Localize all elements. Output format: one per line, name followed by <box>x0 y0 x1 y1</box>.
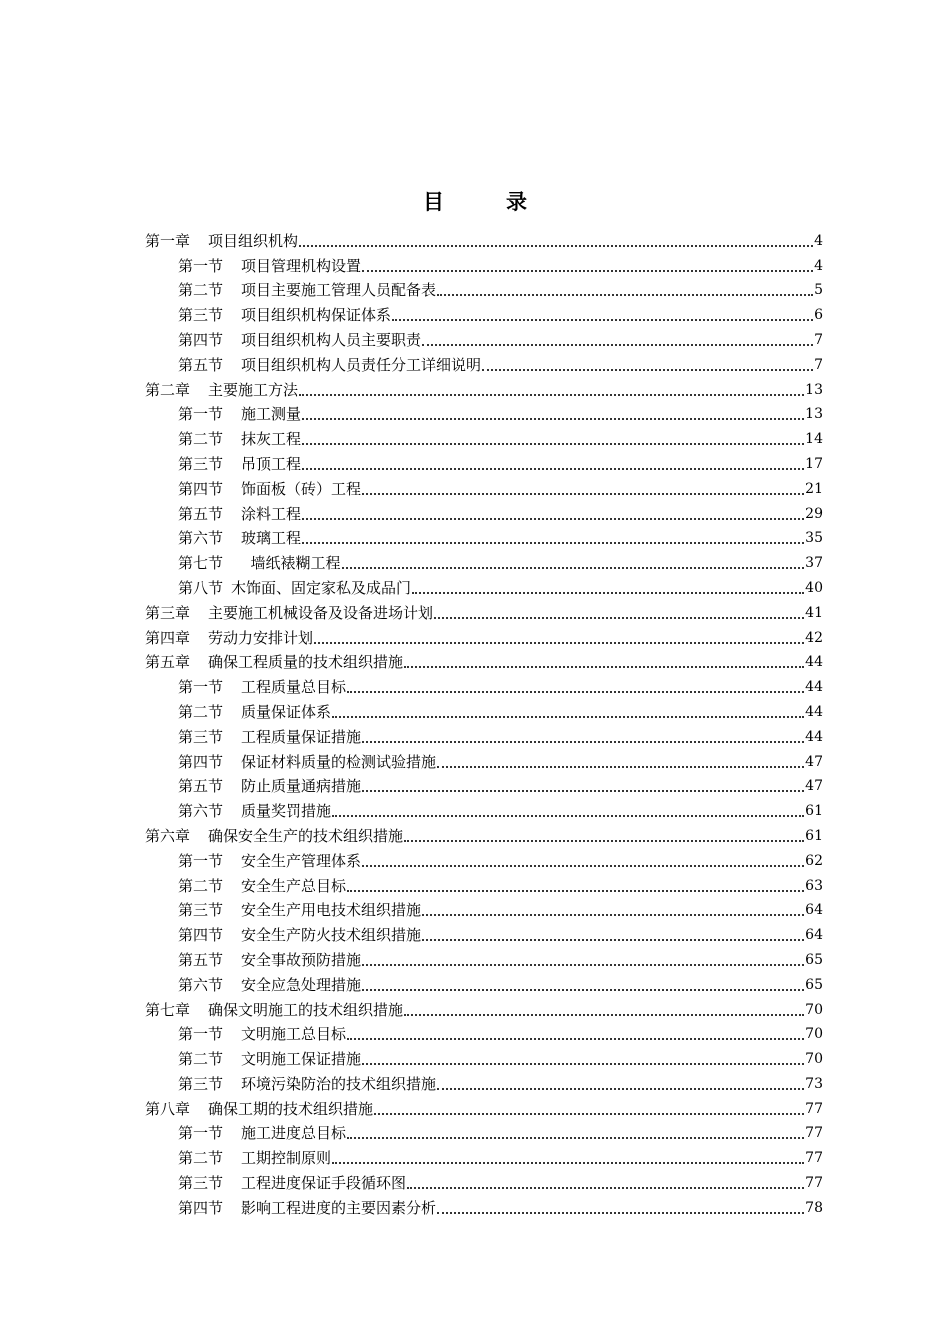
toc-entry-text: 劳动力安排计划 <box>208 628 314 647</box>
toc-entry-label <box>145 629 313 647</box>
toc-entry-number: 第二节 <box>178 702 224 721</box>
toc-entry-label <box>178 703 331 721</box>
toc-entry-label <box>178 1199 436 1217</box>
toc-entry-text: 安全生产管理体系 <box>241 851 362 870</box>
toc-entry-label <box>145 1100 373 1118</box>
toc-entry-text: 安全生产用电技术组织措施 <box>241 901 422 920</box>
toc-entry-label <box>178 1149 331 1167</box>
toc-section-entry <box>145 1118 823 1143</box>
toc-section-entry <box>145 275 823 300</box>
toc-entry-number: 第一节 <box>178 1124 224 1143</box>
toc-dot-leader <box>302 418 804 420</box>
toc-entry-label <box>178 877 346 895</box>
toc-chapter-entry <box>145 647 823 672</box>
toc-section-entry <box>145 299 823 324</box>
toc-section-entry <box>145 1043 823 1068</box>
toc-section-entry <box>145 696 823 721</box>
toc-section-entry <box>145 547 823 572</box>
toc-section-entry <box>145 250 823 275</box>
toc-dot-leader <box>437 1212 804 1214</box>
toc-dot-leader <box>332 1162 804 1164</box>
toc-entry-number: 第五节 <box>178 777 224 796</box>
toc-entry-label <box>178 281 436 299</box>
toc-section-entry <box>145 671 823 696</box>
toc-entry-label <box>178 926 421 944</box>
toc-page-number: 14 <box>805 431 823 448</box>
toc-page-number: 64 <box>805 902 823 919</box>
toc-page-number: 65 <box>805 951 823 968</box>
toc-page-number: 42 <box>805 629 823 646</box>
toc-entry-text: 墙纸裱糊工程 <box>241 554 341 573</box>
toc-entry-label <box>178 257 361 275</box>
toc-entry-number: 第三节 <box>178 1174 224 1193</box>
toc-page-number: 62 <box>805 852 823 869</box>
toc-entry-text: 安全事故预防措施 <box>241 950 362 969</box>
toc-entry-label <box>178 579 411 597</box>
toc-page-number: 47 <box>805 753 823 770</box>
toc-dot-leader <box>482 369 813 371</box>
toc-entry-number: 第四节 <box>178 479 224 498</box>
table-of-contents <box>145 225 823 1217</box>
toc-page-number: 77 <box>805 1100 823 1117</box>
toc-section-entry <box>145 399 823 424</box>
toc-dot-leader <box>347 1137 804 1139</box>
toc-entry-number: 第四节 <box>178 926 224 945</box>
toc-entry-text: 工程质量保证措施 <box>241 727 362 746</box>
toc-entry-text: 工期控制原则 <box>241 1149 332 1168</box>
toc-entry-label <box>178 430 301 448</box>
toc-entry-text: 确保文明施工的技术组织措施 <box>208 1000 404 1019</box>
toc-entry-label <box>178 505 301 523</box>
toc-entry-text: 安全生产防火技术组织措施 <box>241 926 422 945</box>
toc-entry-text: 确保工期的技术组织措施 <box>208 1099 374 1118</box>
toc-chapter-entry <box>145 225 823 250</box>
toc-section-entry <box>145 572 823 597</box>
toc-entry-label <box>178 1050 361 1068</box>
toc-page-number: 29 <box>805 505 823 522</box>
toc-entry-label <box>145 1001 403 1019</box>
toc-dot-leader <box>299 394 804 396</box>
toc-section-entry <box>145 1068 823 1093</box>
toc-entry-text: 安全生产总目标 <box>241 876 347 895</box>
toc-entry-text: 质量保证体系 <box>241 702 332 721</box>
toc-entry-text: 项目组织机构人员主要职责 <box>241 330 422 349</box>
toc-section-entry <box>145 1019 823 1044</box>
toc-page-number: 21 <box>805 480 823 497</box>
toc-section-entry <box>145 944 823 969</box>
toc-title-left: 目 <box>423 189 444 214</box>
toc-entry-number: 第六节 <box>178 975 224 994</box>
toc-page-number: 70 <box>805 1051 823 1068</box>
toc-page-number: 37 <box>805 555 823 572</box>
toc-dot-leader <box>362 493 804 495</box>
toc-entry-label <box>145 653 403 671</box>
toc-page-number: 78 <box>805 1199 823 1216</box>
toc-page-number: 47 <box>805 778 823 795</box>
toc-dot-leader <box>302 518 804 520</box>
toc-dot-leader <box>437 294 813 296</box>
toc-page-number: 6 <box>814 307 823 324</box>
toc-entry-number: 第二节 <box>178 876 224 895</box>
toc-entry-label <box>178 331 421 349</box>
toc-dot-leader <box>422 914 804 916</box>
toc-section-entry <box>145 795 823 820</box>
toc-page-number: 44 <box>805 654 823 671</box>
toc-dot-leader <box>392 319 813 321</box>
toc-entry-label <box>178 1075 436 1093</box>
toc-entry-number: 第五节 <box>178 950 224 969</box>
toc-entry-label <box>178 852 361 870</box>
toc-entry-label <box>178 976 361 994</box>
toc-dot-leader <box>362 741 804 743</box>
toc-dot-leader <box>362 989 804 991</box>
toc-dot-leader <box>362 1063 804 1065</box>
toc-entry-number: 第三节 <box>178 901 224 920</box>
toc-entry-text: 环境污染防治的技术组织措施 <box>241 1074 437 1093</box>
toc-page-number: 7 <box>814 331 823 348</box>
toc-page-number: 7 <box>814 356 823 373</box>
toc-section-entry <box>145 919 823 944</box>
toc-page-number: 4 <box>814 232 823 249</box>
toc-entry-label <box>178 356 481 374</box>
toc-entry-number: 第二节 <box>178 1050 224 1069</box>
toc-page-number: 65 <box>805 976 823 993</box>
toc-entry-text: 项目管理机构设置 <box>241 256 362 275</box>
toc-dot-leader <box>342 567 805 569</box>
toc-entry-number: 第七章 <box>145 1000 191 1019</box>
toc-entry-number: 第六节 <box>178 529 224 548</box>
toc-entry-number: 第一节 <box>178 405 224 424</box>
toc-entry-text: 文明施工总目标 <box>241 1025 347 1044</box>
toc-dot-leader <box>362 790 804 792</box>
toc-page-number: 35 <box>805 530 823 547</box>
toc-entry-text: 文明施工保证措施 <box>241 1050 362 1069</box>
toc-chapter-entry <box>145 374 823 399</box>
toc-page-number: 73 <box>805 1075 823 1092</box>
toc-dot-leader <box>422 939 804 941</box>
toc-dot-leader <box>362 964 804 966</box>
toc-entry-number: 第五节 <box>178 355 224 374</box>
toc-entry-text: 涂料工程 <box>241 504 302 523</box>
toc-entry-number: 第三节 <box>178 727 224 746</box>
toc-section-entry <box>145 498 823 523</box>
toc-entry-number: 第三节 <box>178 454 224 473</box>
toc-dot-leader <box>437 766 804 768</box>
toc-section-entry <box>145 969 823 994</box>
toc-page-number: 64 <box>805 927 823 944</box>
toc-dot-leader <box>314 642 804 644</box>
toc-entry-text: 确保安全生产的技术组织措施 <box>208 826 404 845</box>
toc-entry-text: 主要施工方法 <box>208 380 299 399</box>
toc-section-entry <box>145 423 823 448</box>
toc-entry-text: 保证材料质量的检测试验措施 <box>241 752 437 771</box>
toc-entry-number: 第四节 <box>178 752 224 771</box>
toc-page-number: 5 <box>814 282 823 299</box>
toc-entry-text: 木饰面、固定家私及成品门 <box>231 578 412 597</box>
toc-page-number: 13 <box>805 381 823 398</box>
toc-entry-text: 抹灰工程 <box>241 430 302 449</box>
toc-dot-leader <box>332 815 804 817</box>
toc-page-number: 61 <box>805 803 823 820</box>
toc-entry-number: 第一节 <box>178 678 224 697</box>
toc-entry-label <box>178 480 361 498</box>
toc-entry-number: 第三节 <box>178 306 224 325</box>
toc-entry-text: 项目主要施工管理人员配备表 <box>241 281 437 300</box>
toc-section-entry <box>145 1192 823 1217</box>
toc-dot-leader <box>374 1113 804 1115</box>
toc-page-number: 17 <box>805 455 823 472</box>
toc-entry-number: 第一章 <box>145 231 191 250</box>
toc-page-number: 70 <box>805 1026 823 1043</box>
toc-entry-label <box>178 529 301 547</box>
toc-entry-label <box>178 777 361 795</box>
toc-entry-number: 第二章 <box>145 380 191 399</box>
toc-section-entry <box>145 349 823 374</box>
toc-page-number: 41 <box>805 604 823 621</box>
toc-entry-number: 第八节 <box>178 578 224 597</box>
toc-entry-text: 防止质量通病措施 <box>241 777 362 796</box>
toc-entry-label <box>178 678 346 696</box>
toc-entry-number: 第二节 <box>178 1149 224 1168</box>
toc-entry-text: 施工测量 <box>241 405 302 424</box>
toc-dot-leader <box>347 1038 804 1040</box>
toc-dot-leader <box>332 716 804 718</box>
toc-page-number: 4 <box>814 257 823 274</box>
toc-entry-label <box>178 1124 346 1142</box>
toc-entry-number: 第一节 <box>178 256 224 275</box>
toc-dot-leader <box>362 270 813 272</box>
toc-dot-leader <box>434 617 804 619</box>
toc-entry-text: 项目组织机构 <box>208 231 299 250</box>
toc-entry-text: 施工进度总目标 <box>241 1124 347 1143</box>
toc-entry-label <box>178 1174 406 1192</box>
toc-entry-number: 第三章 <box>145 603 191 622</box>
toc-chapter-entry <box>145 994 823 1019</box>
toc-entry-text: 主要施工机械设备及设备进场计划 <box>208 603 434 622</box>
toc-chapter-entry <box>145 820 823 845</box>
toc-dot-leader <box>362 865 804 867</box>
toc-entry-number: 第一节 <box>178 851 224 870</box>
toc-entry-number: 第二节 <box>178 281 224 300</box>
toc-entry-number: 第五节 <box>178 504 224 523</box>
toc-entry-text: 影响工程进度的主要因素分析 <box>241 1198 437 1217</box>
toc-section-entry <box>145 845 823 870</box>
toc-entry-number: 第四节 <box>178 1198 224 1217</box>
toc-dot-leader <box>347 691 804 693</box>
toc-page-number: 44 <box>805 728 823 745</box>
toc-entry-label <box>145 232 298 250</box>
toc-entry-label <box>178 753 436 771</box>
toc-page-number: 70 <box>805 1001 823 1018</box>
toc-entry-text: 项目组织机构保证体系 <box>241 306 392 325</box>
toc-entry-label <box>178 802 331 820</box>
toc-dot-leader <box>302 468 804 470</box>
toc-section-entry <box>145 1142 823 1167</box>
toc-page-number: 63 <box>805 877 823 894</box>
toc-chapter-entry <box>145 622 823 647</box>
toc-entry-number: 第三节 <box>178 1074 224 1093</box>
toc-entry-text: 确保工程质量的技术组织措施 <box>208 653 404 672</box>
toc-dot-leader <box>347 890 804 892</box>
toc-section-entry <box>145 746 823 771</box>
toc-entry-number: 第四章 <box>145 628 191 647</box>
toc-entry-text: 安全应急处理措施 <box>241 975 362 994</box>
toc-entry-label <box>145 827 403 845</box>
toc-chapter-entry <box>145 1093 823 1118</box>
toc-dot-leader <box>437 1088 804 1090</box>
toc-dot-leader <box>407 1187 804 1189</box>
toc-entry-text: 饰面板（砖）工程 <box>241 479 362 498</box>
toc-dot-leader <box>412 592 804 594</box>
toc-section-entry <box>145 771 823 796</box>
toc-chapter-entry <box>145 597 823 622</box>
toc-section-entry <box>145 324 823 349</box>
toc-entry-label <box>178 901 421 919</box>
toc-section-entry <box>145 870 823 895</box>
toc-page-number: 61 <box>805 827 823 844</box>
toc-entry-number: 第一节 <box>178 1025 224 1044</box>
toc-dot-leader <box>302 542 804 544</box>
toc-entry-label <box>178 455 301 473</box>
toc-entry-number: 第六节 <box>178 802 224 821</box>
toc-entry-number: 第五章 <box>145 653 191 672</box>
toc-entry-number: 第八章 <box>145 1099 191 1118</box>
toc-entry-text: 玻璃工程 <box>241 529 302 548</box>
toc-section-entry <box>145 1167 823 1192</box>
toc-entry-number: 第六章 <box>145 826 191 845</box>
toc-section-entry <box>145 895 823 920</box>
toc-entry-label <box>178 951 361 969</box>
toc-page-number: 77 <box>805 1125 823 1142</box>
toc-page-number: 40 <box>805 579 823 596</box>
toc-entry-label <box>178 306 391 324</box>
toc-entry-text: 工程进度保证手段循环图 <box>241 1174 407 1193</box>
toc-section-entry <box>145 721 823 746</box>
toc-entry-number: 第四节 <box>178 330 224 349</box>
toc-entry-text: 工程质量总目标 <box>241 678 347 697</box>
toc-entry-label <box>145 381 298 399</box>
toc-page-number: 13 <box>805 406 823 423</box>
toc-entry-label <box>178 728 361 746</box>
toc-section-entry <box>145 523 823 548</box>
toc-entry-label <box>145 604 433 622</box>
toc-dot-leader <box>404 1014 804 1016</box>
toc-dot-leader <box>404 666 804 668</box>
toc-dot-leader <box>299 245 813 247</box>
toc-section-entry <box>145 448 823 473</box>
toc-entry-label <box>178 554 341 572</box>
toc-entry-label <box>178 405 301 423</box>
toc-entry-text: 质量奖罚措施 <box>241 802 332 821</box>
toc-entry-text: 项目组织机构人员责任分工详细说明 <box>241 355 482 374</box>
toc-page-number: 44 <box>805 703 823 720</box>
toc-entry-text: 吊顶工程 <box>241 454 302 473</box>
toc-entry-label <box>178 1025 346 1043</box>
toc-title <box>0 186 950 216</box>
toc-page-number: 44 <box>805 679 823 696</box>
toc-section-entry <box>145 473 823 498</box>
toc-page-number: 77 <box>805 1150 823 1167</box>
toc-dot-leader <box>302 443 804 445</box>
toc-dot-leader <box>404 840 804 842</box>
toc-page-number: 77 <box>805 1175 823 1192</box>
toc-dot-leader <box>422 344 813 346</box>
toc-entry-number: 第七节 <box>178 554 224 573</box>
toc-title-right: 录 <box>506 189 527 214</box>
toc-entry-number: 第二节 <box>178 430 224 449</box>
